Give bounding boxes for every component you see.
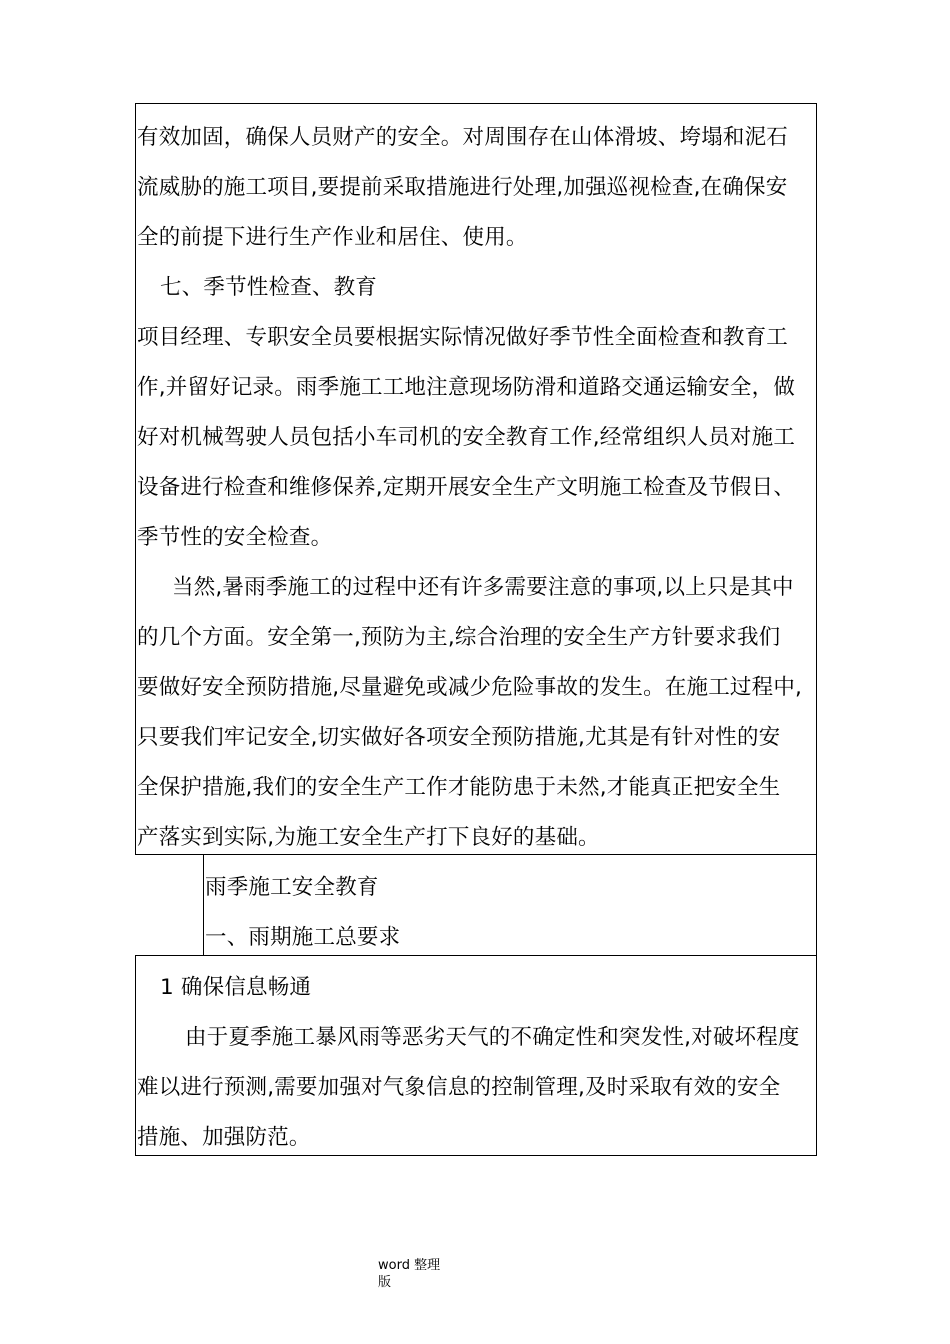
text-line: 当然,暑雨季施工的过程中还有许多需要注意的事项,以上只是其中 <box>172 575 794 600</box>
footer-text: word 整理 <box>378 1258 441 1273</box>
text-line: 只要我们牢记安全,切实做好各项安全预防措施,尤其是有针对性的安 <box>137 725 781 750</box>
text-line: 难以进行预测,需要加强对气象信息的控制管理,及时采取有效的安全 <box>137 1075 781 1100</box>
section-heading: 1 确保信息畅通 <box>160 975 312 1000</box>
footer-text: 版 <box>378 1275 392 1290</box>
document-title: 雨季施工安全教育 <box>205 875 379 900</box>
text-line: 产落实到实际,为施工安全生产打下良好的基础。 <box>137 825 600 850</box>
section-heading: 七、季节性检查、教育 <box>160 275 378 300</box>
text-line: 全保护措施,我们的安全生产工作才能防患于未然,才能真正把安全生 <box>137 775 781 800</box>
text-line: 全的前提下进行生产作业和居住、使用。 <box>137 225 528 250</box>
text-line: 有效加固，确保人员财产的安全。对周围存在山体滑坡、垮塌和泥石 <box>137 125 789 150</box>
document-subtitle: 一、雨期施工总要求 <box>205 925 401 950</box>
text-line: 季节性的安全检查。 <box>137 525 333 550</box>
text-line: 由于夏季施工暴风雨等恶劣天气的不确定性和突发性,对破坏程度 <box>185 1025 800 1050</box>
text-line: 好对机械驾驶人员包括小车司机的安全教育工作,经常组织人员对施工 <box>137 425 796 450</box>
text-line: 流威胁的施工项目,要提前采取措施进行处理,加强巡视检查,在确保安 <box>137 175 788 200</box>
text-line: 要做好安全预防措施,尽量避免或减少危险事故的发生。在施工过程中, <box>137 675 803 700</box>
text-line: 的几个方面。安全第一,预防为主,综合治理的安全生产方针要求我们 <box>137 625 781 650</box>
text-line: 措施、加强防范。 <box>137 1125 311 1150</box>
text-line: 作,并留好记录。雨季施工工地注意现场防滑和道路交通运输安全，做 <box>137 375 796 400</box>
text-line: 项目经理、专职安全员要根据实际情况做好季节性全面检查和教育工 <box>137 325 789 350</box>
text-line: 设备进行检查和维修保养,定期开展安全生产文明施工检查及节假日、 <box>137 475 796 500</box>
